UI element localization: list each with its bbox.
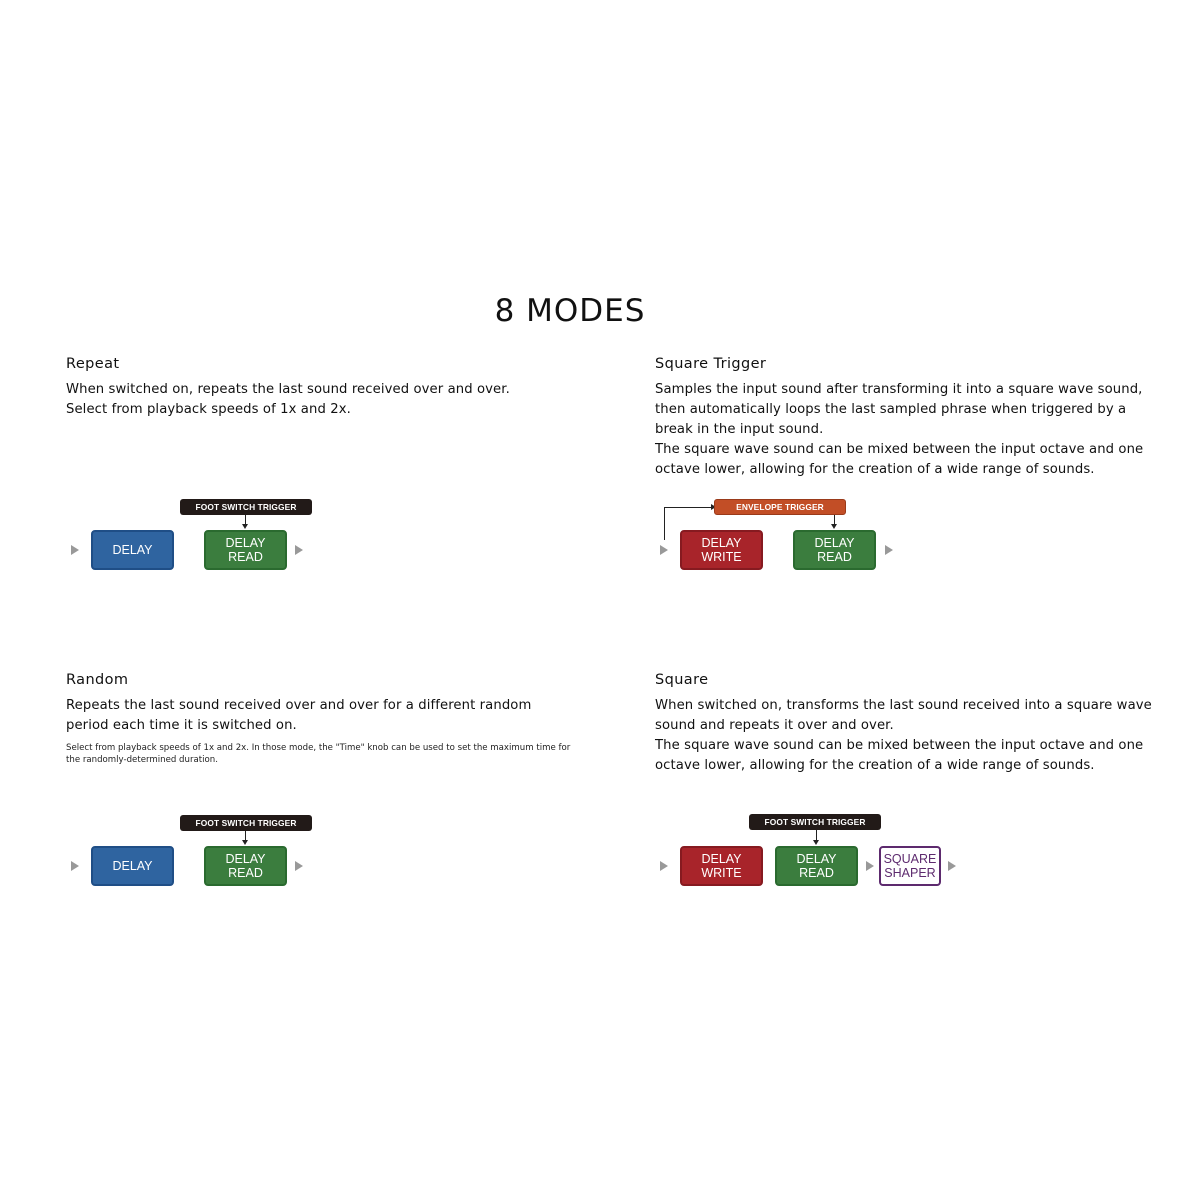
desc-paragraph: When switched on, repeats the last sound received over and over. (66, 382, 510, 397)
output-arrow-icon (295, 545, 303, 555)
delay-read-block: DELAY READ (793, 530, 876, 570)
trigger-arrowhead (813, 840, 819, 845)
section-square (655, 672, 1165, 776)
section-desc-random (66, 696, 576, 736)
trigger-arrowhead (242, 840, 248, 845)
section-desc-square (655, 696, 1165, 776)
desc-paragraph: The square wave sound can be mixed between the input octave and one octave lower, allowing for the creation of a wide range of sounds. (655, 738, 1144, 773)
desc-paragraph: Samples the input sound after transforming it into a square wave sound, then automatically loops the last sampled phrase when triggered by a break in the input sound. (655, 382, 1143, 437)
diagram-repeat (66, 495, 326, 595)
desc-paragraph: When switched on, transforms the last sound received into a square wave sound and repeats it over and over. (655, 698, 1152, 733)
input-arrow-icon (71, 545, 79, 555)
diagram-square-trigger (655, 495, 915, 595)
delay-block: DELAY (91, 530, 174, 570)
input-arrow-icon (660, 861, 668, 871)
section-square-trigger (655, 356, 1165, 480)
section-desc-square-trigger (655, 380, 1165, 480)
output-arrow-icon (295, 861, 303, 871)
trigger-arrowhead (242, 524, 248, 529)
output-arrow-icon (885, 545, 893, 555)
envelope-trigger-label: ENVELOPE TRIGGER (714, 499, 846, 515)
section-random (66, 672, 576, 766)
section-title-square: Square (655, 672, 709, 688)
square-shaper-block: SQUARE SHAPER (879, 846, 941, 886)
section-repeat (66, 356, 586, 420)
feedback-line-vertical (664, 507, 665, 540)
feedback-line-horizontal (664, 507, 712, 508)
desc-paragraph: Repeats the last sound received over and over for a different random period each time it is switched on. (66, 698, 532, 733)
trigger-arrowhead (831, 524, 837, 529)
input-arrow-icon (660, 545, 668, 555)
section-note-random: Select from playback speeds of 1x and 2x. In those mode, the "Time" knob can be used to set the maximum time for the randomly-determined duration. (66, 743, 571, 765)
diagram-random (66, 811, 326, 911)
section-title-repeat: Repeat (66, 356, 120, 372)
section-title-random: Random (66, 672, 129, 688)
section-desc-repeat (66, 380, 586, 420)
foot-switch-trigger-label: FOOT SWITCH TRIGGER (180, 815, 312, 831)
delay-block: DELAY (91, 846, 174, 886)
page-title: 8 MODES (494, 292, 646, 329)
desc-paragraph: Select from playback speeds of 1x and 2x. (66, 402, 351, 417)
desc-paragraph: The square wave sound can be mixed between the input octave and one octave lower, allowing for the creation of a wide range of sounds. (655, 442, 1144, 477)
output-arrow-icon (948, 861, 956, 871)
section-title-square-trigger: Square Trigger (655, 356, 767, 372)
delay-read-block: DELAY READ (204, 846, 287, 886)
foot-switch-trigger-label: FOOT SWITCH TRIGGER (180, 499, 312, 515)
delay-read-block: DELAY READ (775, 846, 858, 886)
chain-arrow-icon (866, 861, 874, 871)
input-arrow-icon (71, 861, 79, 871)
diagram-square (655, 810, 975, 910)
delay-read-block: DELAY READ (204, 530, 287, 570)
delay-write-block: DELAY WRITE (680, 530, 763, 570)
delay-write-block: DELAY WRITE (680, 846, 763, 886)
foot-switch-trigger-label: FOOT SWITCH TRIGGER (749, 814, 881, 830)
